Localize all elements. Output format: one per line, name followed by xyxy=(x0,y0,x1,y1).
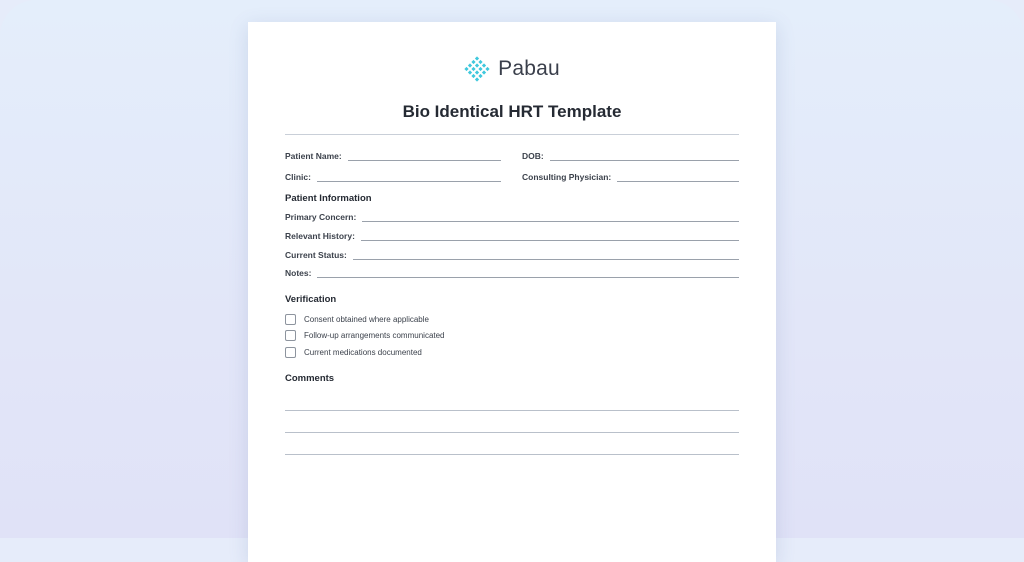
form-sheet xyxy=(248,22,776,562)
relevant-history-field[interactable] xyxy=(285,231,739,241)
dob-label: DOB: xyxy=(522,151,544,161)
physician-line[interactable] xyxy=(617,172,739,182)
notes-field[interactable] xyxy=(285,268,739,278)
physician-field[interactable] xyxy=(522,172,739,182)
medications-label: Current medications documented xyxy=(304,348,422,357)
title-divider xyxy=(285,134,739,135)
consent-checkbox-row[interactable] xyxy=(285,314,429,325)
consent-label: Consent obtained where applicable xyxy=(304,315,429,324)
comments-heading: Comments xyxy=(285,373,335,384)
follow-up-checkbox-row[interactable] xyxy=(285,330,445,341)
clinic-label: Clinic: xyxy=(285,172,311,182)
form-title: Bio Identical HRT Template xyxy=(402,102,622,121)
comment-line-3[interactable] xyxy=(285,454,739,455)
verification-heading: Verification xyxy=(285,294,337,305)
dob-line[interactable] xyxy=(550,151,739,161)
patient-name-field[interactable] xyxy=(285,151,501,161)
follow-up-checkbox[interactable] xyxy=(285,330,296,341)
patient-name-line[interactable] xyxy=(348,151,501,161)
current-status-line[interactable] xyxy=(353,250,739,260)
dob-field[interactable] xyxy=(522,151,739,161)
comment-line-1[interactable] xyxy=(285,410,739,411)
comment-line-2[interactable] xyxy=(285,432,739,433)
consent-checkbox[interactable] xyxy=(285,314,296,325)
primary-concern-field[interactable] xyxy=(285,212,739,222)
current-status-field[interactable] xyxy=(285,250,739,260)
clinic-line[interactable] xyxy=(317,172,501,182)
medications-checkbox-row[interactable] xyxy=(285,347,422,358)
patient-name-label: Patient Name: xyxy=(285,151,342,161)
primary-concern-label: Primary Concern: xyxy=(285,212,357,222)
medications-checkbox[interactable] xyxy=(285,347,296,358)
patient-info-heading: Patient Information xyxy=(285,193,372,204)
clinic-field[interactable] xyxy=(285,172,501,182)
brand-name: Pabau xyxy=(498,57,560,80)
brand-logo xyxy=(248,55,776,83)
notes-label: Notes: xyxy=(285,268,312,278)
relevant-history-label: Relevant History: xyxy=(285,231,355,241)
relevant-history-line[interactable] xyxy=(361,231,739,241)
notes-line[interactable] xyxy=(317,268,739,278)
current-status-label: Current Status: xyxy=(285,250,347,260)
pabau-logo-icon xyxy=(464,56,490,82)
primary-concern-line[interactable] xyxy=(362,212,739,222)
physician-label: Consulting Physician: xyxy=(522,172,612,182)
follow-up-label: Follow-up arrangements communicated xyxy=(304,331,445,340)
